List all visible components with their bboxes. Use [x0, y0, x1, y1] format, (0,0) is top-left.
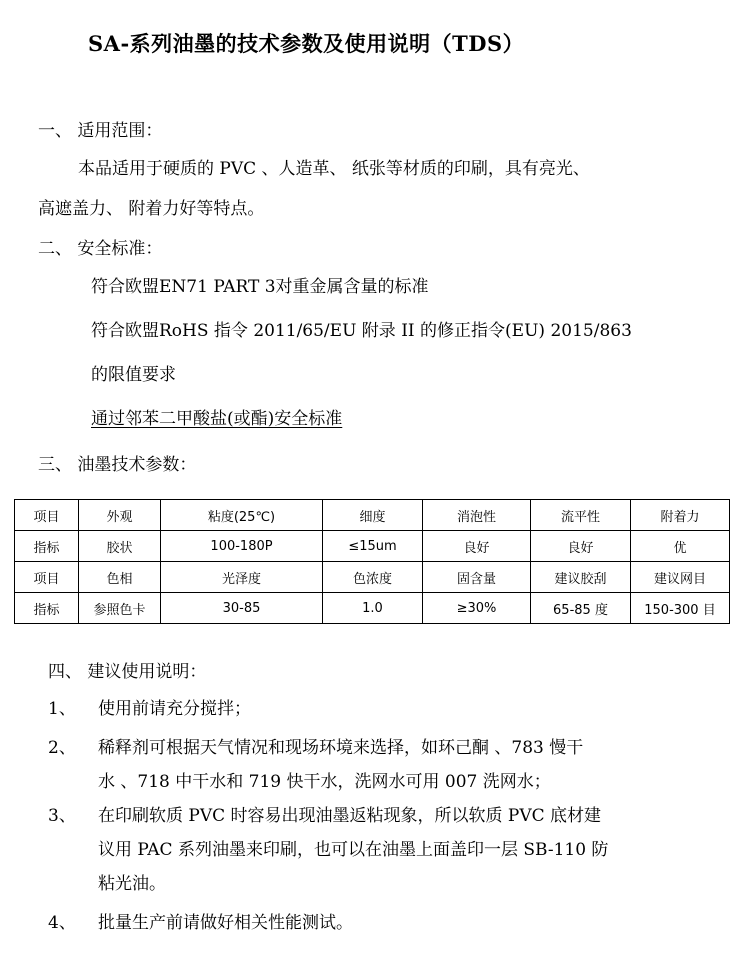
table-cell: 流平性 [531, 500, 631, 531]
table-cell: 外观 [79, 500, 161, 531]
table-cell: ≥30% [423, 593, 531, 624]
ink-parameters-table [14, 499, 730, 624]
table-row [15, 500, 730, 531]
table-cell: ≤15um [323, 531, 423, 562]
table-row [15, 562, 730, 593]
section-1-heading: 一、 适用范围： [38, 121, 163, 141]
table-cell: 附着力 [631, 500, 730, 531]
item-2-line-1: 稀释剂可根据天气情况和现场环境来选择，如环己酮 、783 慢干 [98, 738, 584, 758]
section-2-line-2: 符合欧盟RoHS 指令 2011/65/EU 附录 II 的修正指令(EU) 2015/863 [91, 321, 632, 341]
table-cell: 指标 [15, 531, 79, 562]
item-4-number: 4、 [48, 913, 76, 933]
table-cell: 粘度(25℃) [161, 500, 323, 531]
section-2-line-3: 的限值要求 [91, 365, 176, 385]
table-cell: 固含量 [423, 562, 531, 593]
table-cell: 指标 [15, 593, 79, 624]
document-title: SA-系列油墨的技术参数及使用说明（TDS） [88, 31, 525, 56]
item-1-number: 1、 [48, 699, 76, 719]
table-cell: 30-85 [161, 593, 323, 624]
section-2-heading: 二、 安全标准： [38, 239, 163, 259]
table-cell: 消泡性 [423, 500, 531, 531]
item-2-number: 2、 [48, 738, 76, 758]
section-2-line-1: 符合欧盟EN71 PART 3对重金属含量的标准 [91, 277, 429, 297]
table-cell: 色浓度 [323, 562, 423, 593]
section-1-line-2: 高遮盖力、 附着力好等特点。 [38, 199, 265, 219]
table-cell: 细度 [323, 500, 423, 531]
section-2-line-4: 通过邻苯二甲酸盐(或酯)安全标准 [91, 409, 343, 429]
table-cell: 良好 [531, 531, 631, 562]
table-cell: 色相 [79, 562, 161, 593]
table-cell: 参照色卡 [79, 593, 161, 624]
table-cell: 光泽度 [161, 562, 323, 593]
table-cell: 建议网目 [631, 562, 730, 593]
table-cell: 1.0 [323, 593, 423, 624]
section-4-heading: 四、 建议使用说明： [48, 662, 207, 682]
item-3-number: 3、 [48, 806, 76, 826]
section-1-line-1: 本品适用于硬质的 PVC 、人造革、 纸张等材质的印刷，具有亮光、 [78, 159, 590, 179]
section-3-heading: 三、 油墨技术参数： [38, 455, 197, 475]
table-cell: 优 [631, 531, 730, 562]
table-cell: 65-85 度 [531, 593, 631, 624]
table-cell: 150-300 目 [631, 593, 730, 624]
item-2-line-2: 水 、718 中干水和 719 快干水，洗网水可用 007 洗网水； [98, 772, 551, 792]
item-1-line-1: 使用前请充分搅拌； [98, 699, 251, 719]
table-row [15, 593, 730, 624]
table-row [15, 531, 730, 562]
table-cell: 项目 [15, 562, 79, 593]
item-3-line-3: 粘光油。 [98, 874, 166, 894]
table-cell: 建议胶刮 [531, 562, 631, 593]
table-cell: 项目 [15, 500, 79, 531]
item-4-line-1: 批量生产前请做好相关性能测试。 [98, 913, 353, 933]
table-cell: 胶状 [79, 531, 161, 562]
table-cell: 100-180P [161, 531, 323, 562]
table-cell: 良好 [423, 531, 531, 562]
item-3-line-1: 在印刷软质 PVC 时容易出现油墨返粘现象，所以软质 PVC 底材建 [98, 806, 602, 826]
item-3-line-2: 议用 PAC 系列油墨来印刷，也可以在油墨上面盖印一层 SB-110 防 [98, 840, 609, 860]
